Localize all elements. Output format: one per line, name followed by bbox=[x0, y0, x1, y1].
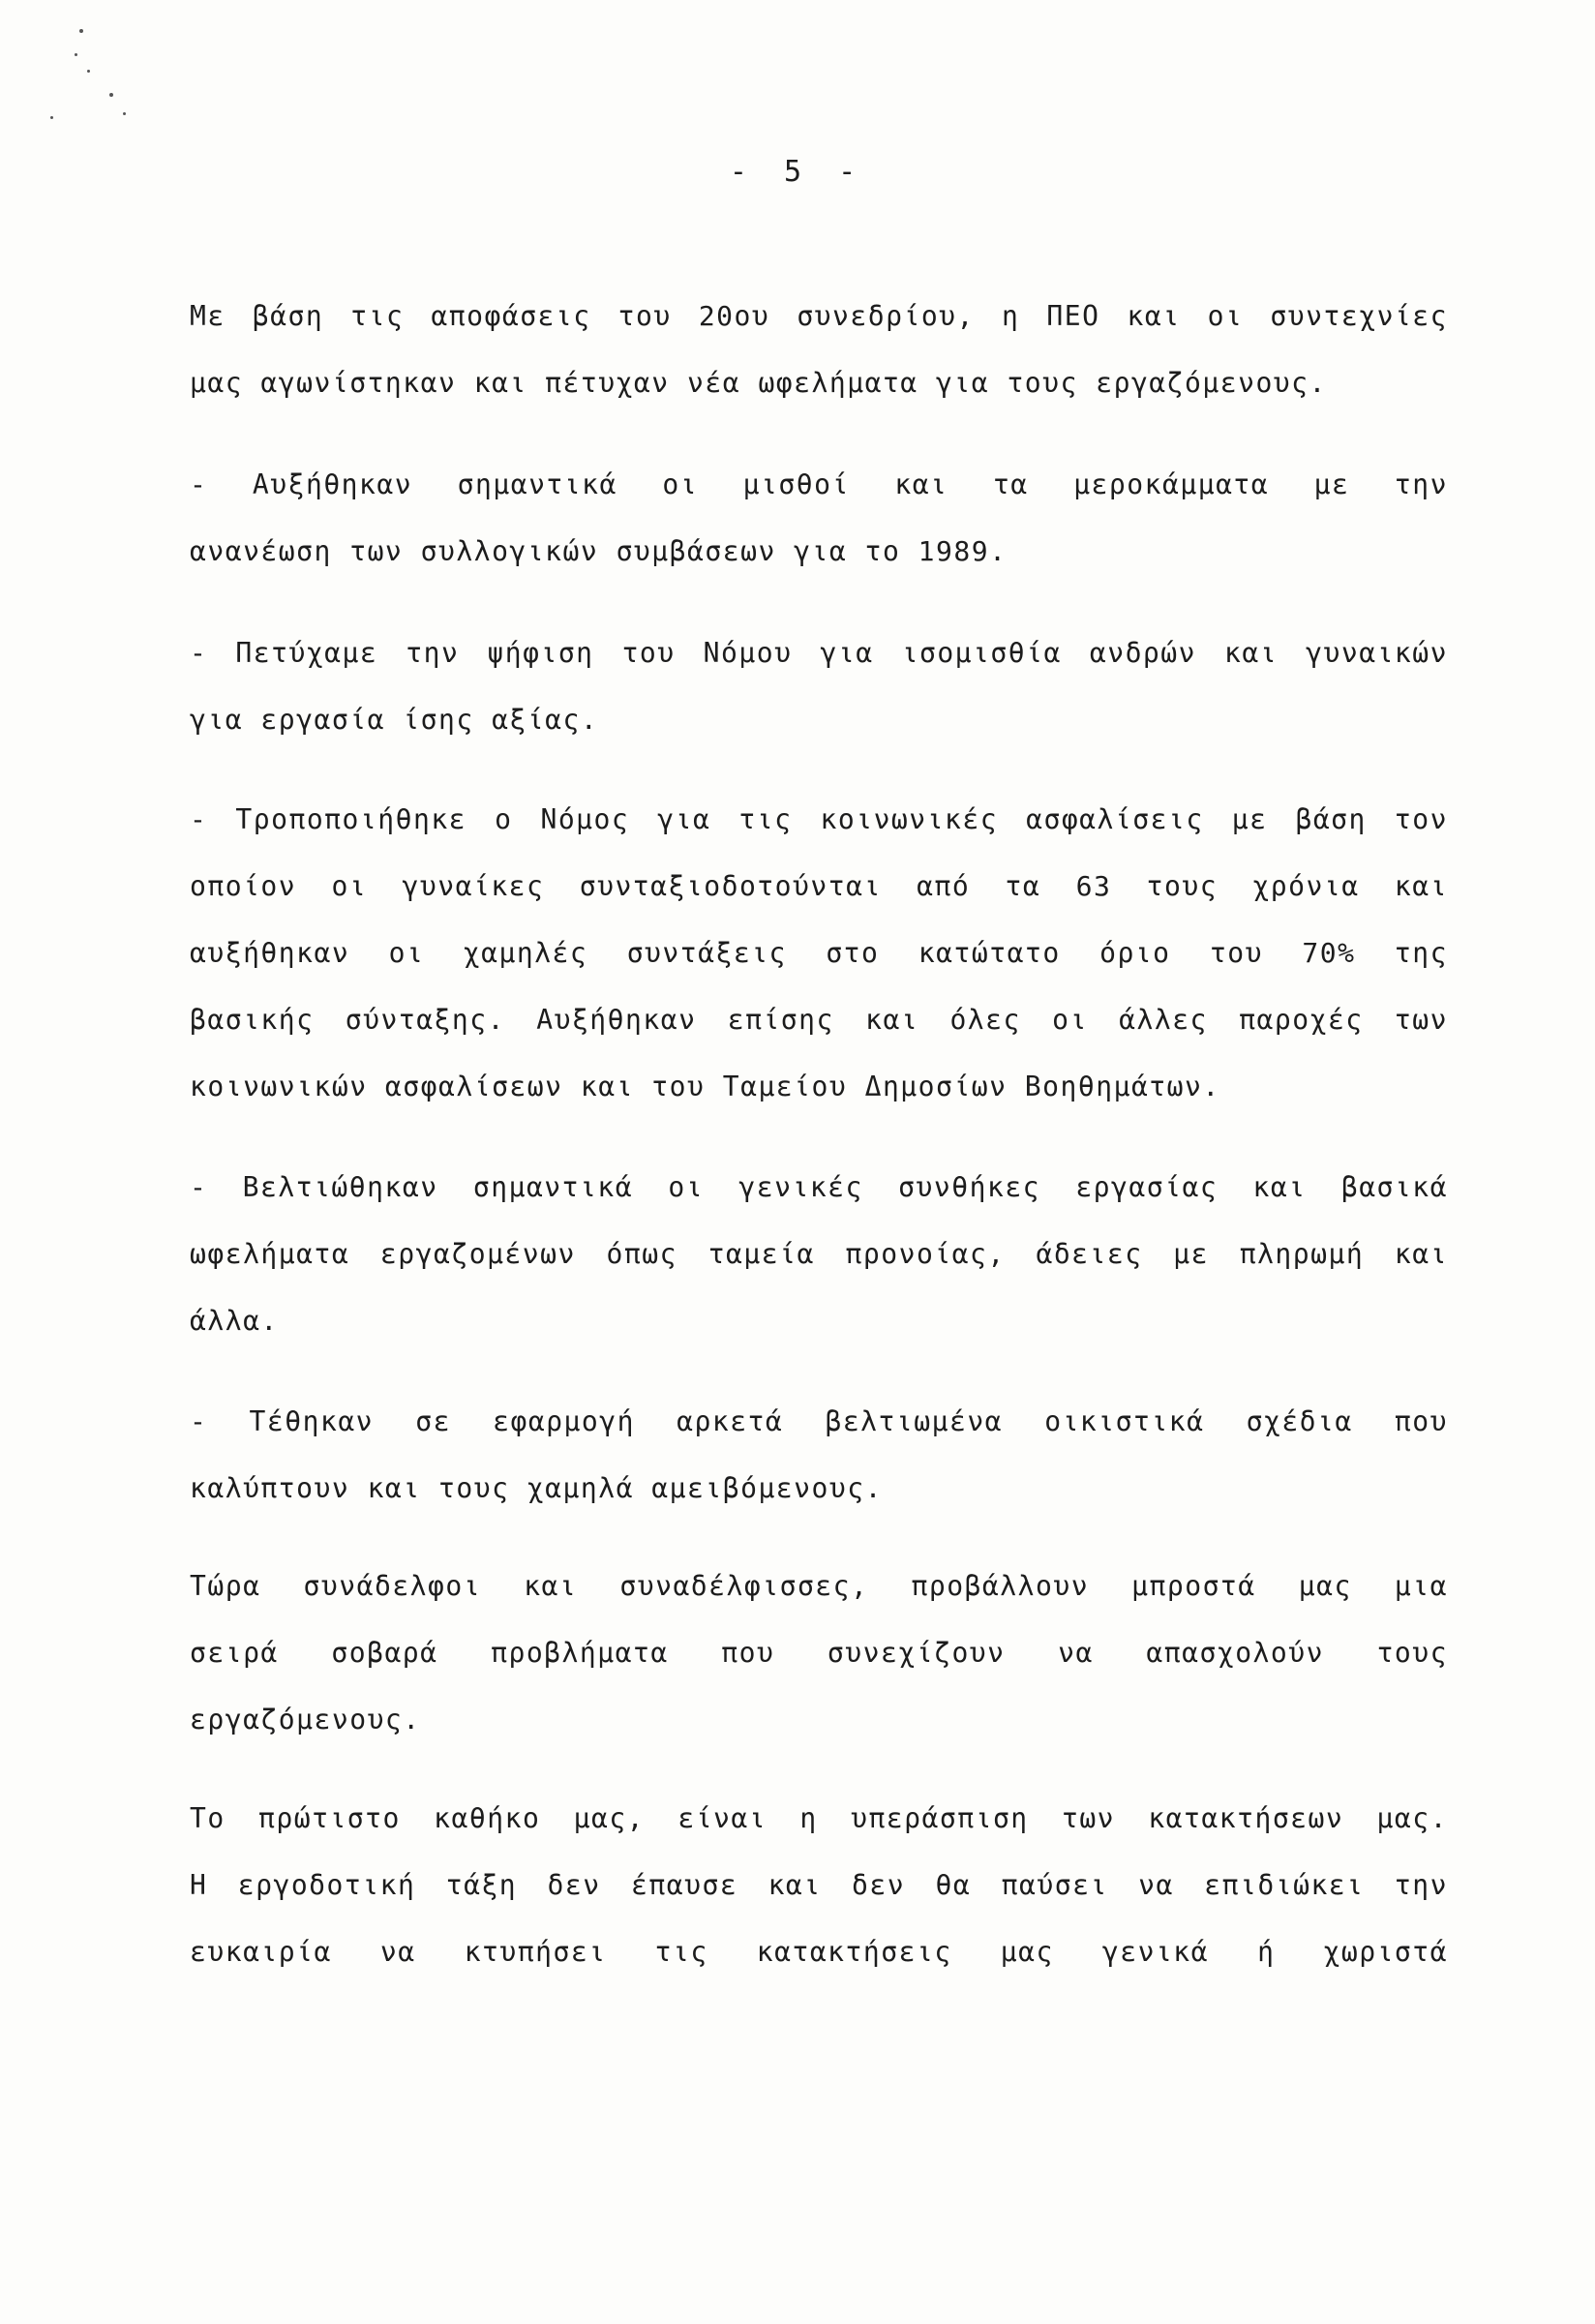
scan-speck bbox=[87, 70, 90, 73]
paragraph-5 bbox=[190, 1154, 1448, 1354]
text-line: Η εργοδοτική τάξη δεν έπαυσε και δεν θα παύσει να επιδιώκει την bbox=[190, 1869, 1448, 1901]
paragraph-2 bbox=[190, 451, 1448, 585]
text-line: οποίον οι γυναίκες συνταξιοδοτούνται από τα 63 τους χρόνια και bbox=[190, 870, 1448, 902]
text-line: Τώρα συνάδελφοι και συναδέλφισσες, προβάλλουν μπροστά μας μια bbox=[190, 1570, 1448, 1602]
paragraph-8 bbox=[190, 1785, 1448, 1985]
text-line: αυξήθηκαν οι χαμηλές συντάξεις στο κατώτατο όριο του 70% της bbox=[190, 937, 1448, 969]
page-number: - 5 - bbox=[729, 155, 866, 189]
text-line: - Βελτιώθηκαν σημαντικά οι γενικές συνθήκες εργασίας και βασικά bbox=[190, 1171, 1448, 1203]
text-line: σειρά σοβαρά προβλήματα που συνεχίζουν να απασχολούν τους bbox=[190, 1637, 1448, 1669]
paragraph-1 bbox=[190, 283, 1448, 416]
text-line: εργαζόμενους. bbox=[190, 1704, 421, 1735]
text-line: για εργασία ίσης αξίας. bbox=[190, 704, 599, 736]
scan-speck bbox=[109, 93, 113, 97]
text-line: - Τροποποιήθηκε ο Νόμος για τις κοινωνικές ασφαλίσεις με βάση τον bbox=[190, 803, 1448, 835]
paragraph-7 bbox=[190, 1553, 1448, 1753]
text-line: άλλα. bbox=[190, 1305, 279, 1337]
paragraph-4 bbox=[190, 786, 1448, 1120]
text-line: - Αυξήθηκαν σημαντικά οι μισθοί και τα μεροκάμματα με την bbox=[190, 468, 1448, 500]
text-line: ανανέωση των συλλογικών συμβάσεων για το 1989. bbox=[190, 535, 1008, 567]
text-line: ωφελήματα εργαζομένων όπως ταμεία προνοίας, άδειες με πληρωμή και bbox=[190, 1238, 1448, 1270]
text-line: - Τέθηκαν σε εφαρμογή αρκετά βελτιωμένα οικιστικά σχέδια που bbox=[190, 1405, 1448, 1437]
scan-speck bbox=[75, 53, 77, 56]
scan-speck bbox=[50, 116, 53, 119]
scan-speck bbox=[123, 112, 126, 115]
text-line: Το πρώτιστο καθήκο μας, είναι η υπεράσπιση των κατακτήσεων μας. bbox=[190, 1802, 1448, 1834]
text-line: - Πετύχαμε την ψήφιση του Νόμου για ισομισθία ανδρών και γυναικών bbox=[190, 637, 1448, 669]
text-line: καλύπτουν και τους χαμηλά αμειβόμενους. bbox=[190, 1472, 883, 1504]
paragraph-6 bbox=[190, 1388, 1448, 1522]
text-line: Με βάση τις αποφάσεις του 20ου συνεδρίου, η ΠΕΟ και οι συντεχνίες bbox=[190, 300, 1448, 332]
text-line: κοινωνικών ασφαλίσεων και του Ταμείου Δημοσίων Βοηθημάτων. bbox=[190, 1071, 1220, 1102]
scan-speck bbox=[79, 29, 83, 33]
text-line: βασικής σύνταξης. Αυξήθηκαν επίσης και όλες οι άλλες παροχές των bbox=[190, 1004, 1448, 1036]
text-line: μας αγωνίστηκαν και πέτυχαν νέα ωφελήματα για τους εργαζόμενους. bbox=[190, 367, 1327, 399]
text-line: ευκαιρία να κτυπήσει τις κατακτήσεις μας γενικά ή χωριστά bbox=[190, 1936, 1448, 1968]
paragraph-3 bbox=[190, 619, 1448, 753]
